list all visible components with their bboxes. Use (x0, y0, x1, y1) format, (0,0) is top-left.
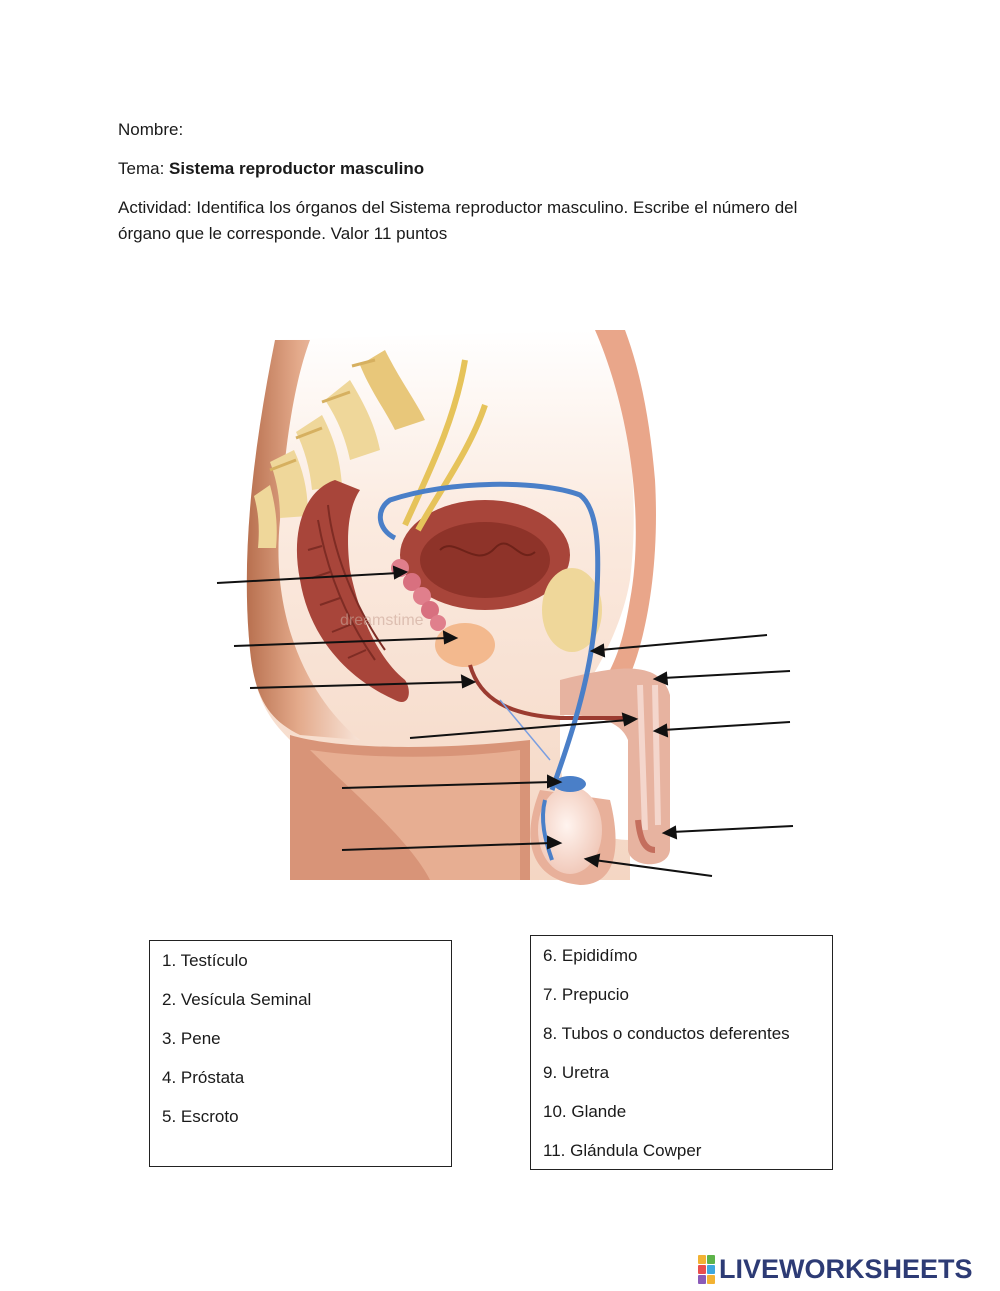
topic-label: Tema: (118, 159, 170, 178)
arrow-10 (664, 826, 793, 838)
list-item: 11. Glándula Cowper (543, 1141, 702, 1160)
list-item: 4. Próstata (162, 1068, 245, 1087)
activity-line-1: Actividad: Identifica los órganos del Sistema reproductor masculino. Escribe el número del (118, 198, 798, 217)
list-item: 6. Epididímo (543, 946, 638, 965)
list-item: 3. Pene (162, 1029, 221, 1048)
brand-blocks-icon (698, 1255, 715, 1284)
liveworksheets-logo[interactable] (698, 1254, 973, 1284)
male-reproductive-anatomy-icon (200, 320, 800, 900)
watermark: dreamstime (340, 612, 424, 629)
arrow-8 (655, 671, 790, 684)
list-item: 7. Prepucio (543, 985, 629, 1004)
activity-line-2: órgano que le corresponde. Valor 11 puntos (118, 224, 448, 243)
list-item: 5. Escroto (162, 1107, 239, 1126)
brand-text: LIVEWORKSHEETS (719, 1253, 973, 1284)
prostate (435, 623, 495, 667)
list-item: 2. Vesícula Seminal (162, 990, 312, 1009)
organ-list-left (149, 940, 452, 1167)
organ-list-right (530, 935, 833, 1170)
list-item: 8. Tubos o conductos deferentes (543, 1024, 790, 1043)
list-item: 1. Testículo (162, 951, 248, 970)
epididymis (554, 776, 586, 792)
list-item: 10. Glande (543, 1102, 627, 1121)
arrow-9 (655, 722, 790, 736)
topic-value: Sistema reproductor masculino (169, 159, 425, 178)
name-label: Nombre: (118, 120, 184, 139)
list-item: 9. Uretra (543, 1063, 610, 1082)
topic-line (118, 156, 424, 182)
